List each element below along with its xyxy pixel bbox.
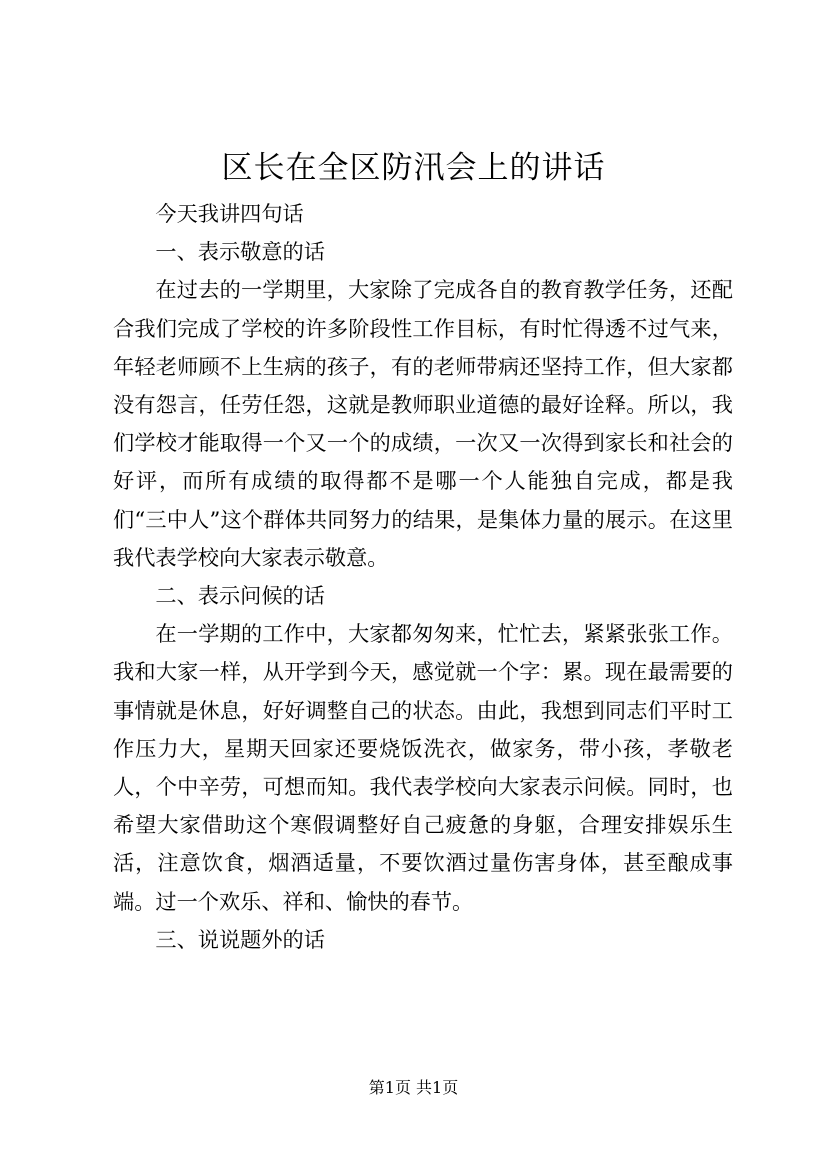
page-footer: 第1页 共1页 [368,1078,459,1097]
intro-paragraph: 今天我讲四句话 [155,201,304,226]
section-2-paragraph: 在一学期的工作中，大家都匆匆来，忙忙去，紧紧张张工作。我和大家一样，从开学到今天，感觉就一个字：累。现在最需要的事情就是休息，好好调整自己的状态。由此，我想到同志们平时工作压力大，星期天回家还要烧饭洗衣，做家务，带小孩，孝敬老人，个中辛劳，可想而知。我代表学校向大家表示问候。同时，也希望大家借助这个寒假调整好自己疲惫的身躯，合理安排娱乐生活，注意饮食，烟酒适量，不要饮酒过量伤害身体，甚至酿成事端。过一个欢乐、祥和、愉快的春节。 [113,621,733,914]
document-body [113,195,733,959]
section-1-paragraph: 在过去的一学期里，大家除了完成各自的教育教学任务，还配合我们完成了学校的许多阶段性工作目标，有时忙得透不过气来，年轻老师顾不上生病的孩子，有的老师带病还坚持工作，但大家都没有怨言，任劳任怨，这就是教师职业道德的最好诠释。所以，我们学校才能取得一个又一个的成绩，一次又一次得到家长和社会的好评，而所有成绩的取得都不是哪一个人能独自完成，都是我们“三中人”这个群体共同努力的结果，是集体力量的展示。在这里我代表学校向大家表示敬意。 [113,277,733,570]
document-title: 区长在全区防汛会上的讲话 [221,150,606,186]
section-heading-1: 一、表示敬意的话 [155,239,325,265]
section-heading-2: 二、表示问候的话 [155,583,325,609]
section-heading-3: 三、说说题外的话 [155,926,325,952]
